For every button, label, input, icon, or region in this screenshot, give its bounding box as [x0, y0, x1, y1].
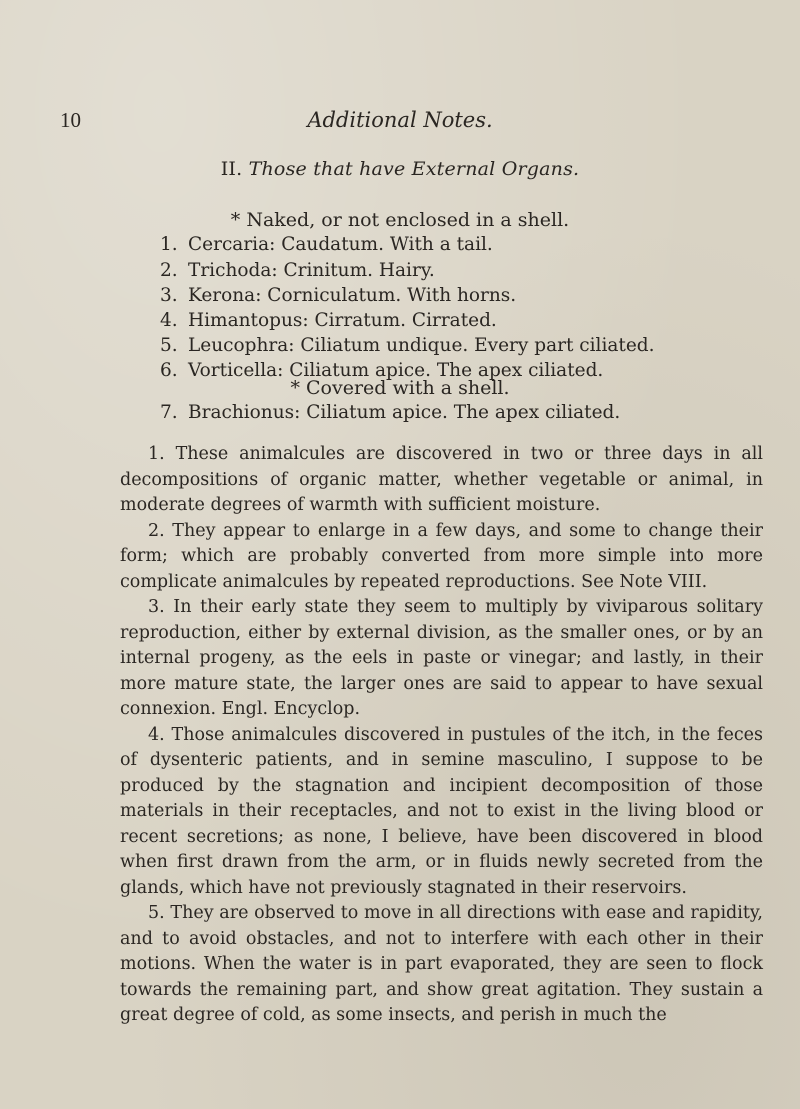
- species-text: Leucophra: Ciliatum undique. Every part ciliated.: [188, 335, 655, 356]
- species-text: Vorticella: Ciliatum apice. The apex ciliated.: [188, 360, 604, 381]
- running-head: [60, 108, 740, 138]
- notes-body: [120, 442, 763, 1029]
- species-entry: [160, 402, 620, 423]
- species-entry: [160, 285, 516, 306]
- species-number: 3.: [160, 285, 178, 306]
- species-text: Cercaria: Caudatum. With a tail.: [188, 234, 493, 255]
- running-title: Additional Notes.: [307, 108, 493, 132]
- species-number: 6.: [160, 360, 178, 381]
- note-paragraph-2: 2. They appear to enlarge in a few days, and some to change their form; which are probably converted from more simple into more complicate animalcules by repeated reproductions. See Note VIII.: [120, 520, 763, 592]
- section-heading: [0, 158, 800, 180]
- note-paragraph-5: 5. They are observed to move in all directions with ease and rapidity, and to avoid obstacles, and not to interfere with each other in their motions. When the water is in part evaporated, they are seen to flock towards the remaining part, and show great agitation. They sustain a great degree of cold, as some insects, and perish in much the: [120, 903, 763, 1025]
- species-number: 1.: [160, 234, 178, 255]
- species-entry: [160, 335, 655, 356]
- species-entry: [160, 310, 497, 331]
- note-paragraph-4: 4. Those animalcules discovered in pustules of the itch, in the feces of dysenteric patients, and in semine masculino, I suppose to be produced by the stagnation and incipient decomposition of those materials in their receptacles, and not to exist in the living blood or recent secretions; as none, I believe, have been discovered in blood when first drawn from the arm, or in fluids newly secreted from the glands, which have not previously stagnated in their reservoirs.: [120, 724, 763, 898]
- group-heading-naked: * Naked, or not enclosed in a shell.: [230, 209, 570, 231]
- species-text: Brachionus: Ciliatum apice. The apex ciliated.: [188, 402, 621, 423]
- group-heading-shelled: * Covered with a shell.: [290, 377, 510, 399]
- page-number: 10: [60, 108, 81, 132]
- species-entry: [160, 260, 435, 281]
- species-number: 2.: [160, 260, 178, 281]
- section-title: Those that have External Organs.: [248, 158, 580, 180]
- species-text: Himantopus: Cirratum. Cirrated.: [188, 310, 497, 331]
- species-number: 4.: [160, 310, 178, 331]
- species-entry: [160, 234, 493, 255]
- species-number: 5.: [160, 335, 178, 356]
- note-paragraph-1: 1. These animalcules are discovered in two or three days in all decompositions of organic matter, whether vegetable or animal, in moderate degrees of warmth with sufficient moisture.: [120, 444, 763, 515]
- note-paragraph-3: 3. In their early state they seem to multiply by viviparous solitary reproduction, either by external division, as the smaller ones, or by an internal progeny, as the eels in paste or vinegar; and lastly, in their more mature state, the larger ones are said to appear to have sexual connexion. Engl. Encyclop.: [120, 597, 763, 719]
- species-text: Trichoda: Crinitum. Hairy.: [188, 260, 435, 281]
- species-number: 7.: [160, 402, 178, 423]
- species-text: Kerona: Corniculatum. With horns.: [188, 285, 517, 306]
- section-number: II.: [220, 158, 243, 180]
